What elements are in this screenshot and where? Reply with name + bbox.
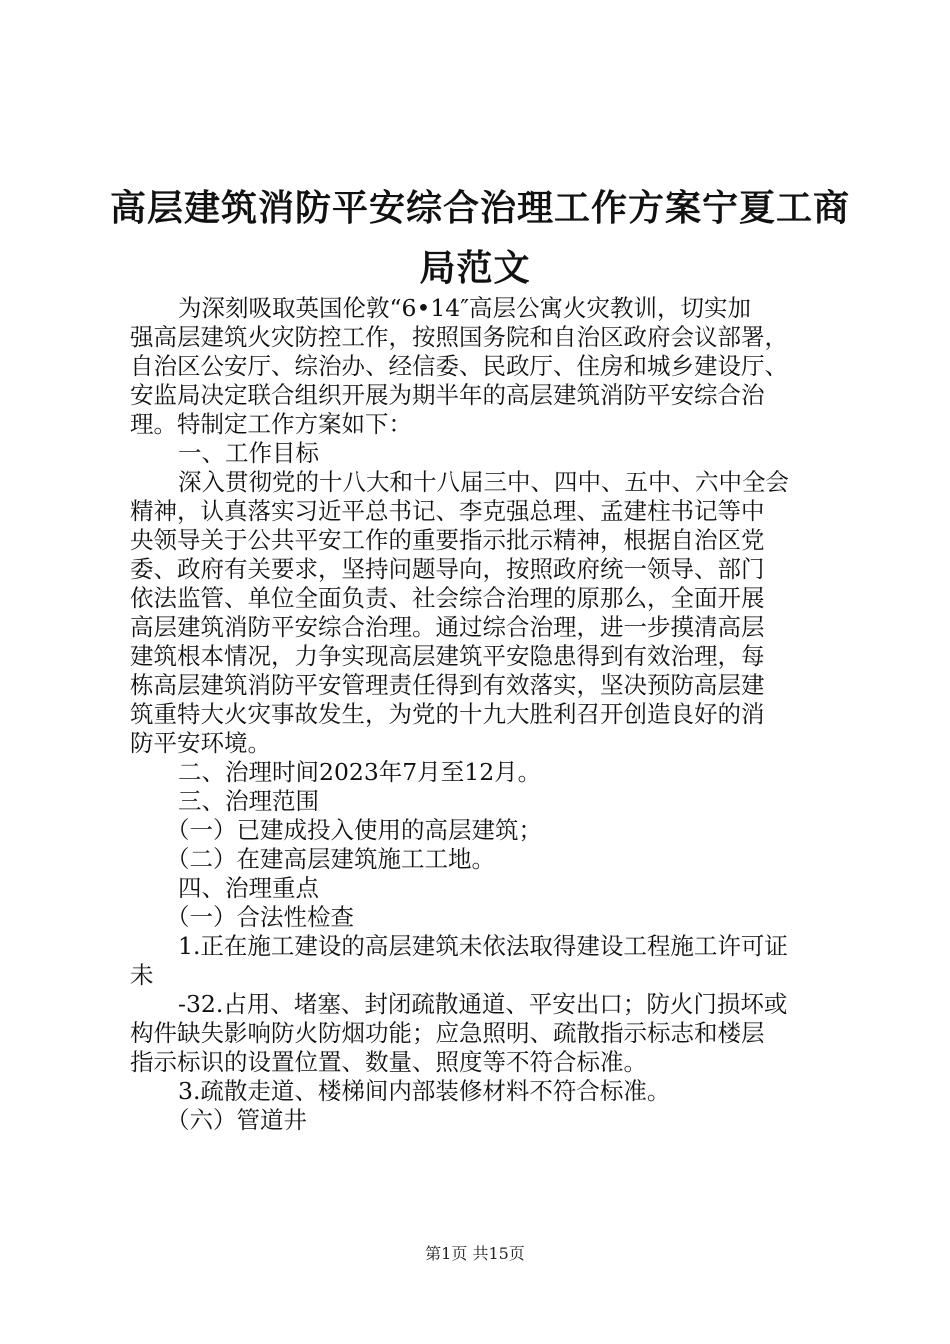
body-line: 栋高层建筑消防平安管理责任得到有效落实，坚决预防高层建 — [130, 671, 765, 699]
body-line: 高层建筑消防平安综合治理。通过综合治理，进一步摸清高层 — [130, 613, 765, 641]
body-line: 自治区公安厅、综治办、经信委、民政厅、住房和城乡建设厅、 — [130, 352, 788, 380]
list-item: 1.正在施工建设的高层建筑未依法取得建设工程施工许可证 — [178, 932, 788, 960]
body-line: 理。特制定工作方案如下： — [130, 410, 412, 438]
document-body — [130, 294, 830, 1135]
document-title-line-2: 局范文 — [419, 247, 531, 289]
body-line: 未 — [130, 961, 154, 989]
body-line: 安监局决定联合组织开展为期半年的高层建筑消防平安综合治 — [130, 381, 765, 409]
subsection-heading: （六）管道井 — [166, 1106, 307, 1134]
list-item: （一）已建成投入使用的高层建筑； — [166, 816, 542, 844]
list-item: （二）在建高层建筑施工工地。 — [166, 845, 495, 873]
body-line: 央领导关于公共平安工作的重要指示批示精神，根据自治区党 — [130, 526, 765, 554]
body-line: 指示标识的设置位置、数量、照度等不符合标准。 — [130, 1048, 647, 1076]
body-line: 防平安环境。 — [130, 729, 271, 757]
list-item: 3.疏散走道、楼梯间内部装修材料不符合标准。 — [178, 1077, 671, 1105]
body-line: 委、政府有关要求，坚持问题导向，按照政府统一领导、部门 — [130, 555, 765, 583]
body-line: 为深刻吸取英国伦敦“6•14″高层公寓火灾教训，切实加 — [178, 294, 752, 322]
body-line: 建筑根本情况，力争实现高层建筑平安隐患得到有效治理，每 — [130, 642, 765, 670]
body-line: 强高层建筑火灾防控工作，按照国务院和自治区政府会议部署， — [130, 323, 788, 351]
body-line: 精神，认真落实习近平总书记、李克强总理、孟建柱书记等中 — [130, 497, 765, 525]
section-heading: 一、工作目标 — [178, 439, 319, 467]
section-heading: 二、治理时间2023年7月至12月。 — [178, 758, 542, 786]
section-heading: 三、治理范围 — [178, 787, 319, 815]
body-line: 构件缺失影响防火防烟功能；应急照明、疏散指示标志和楼层 — [130, 1019, 765, 1047]
body-line: 深入贯彻党的十八大和十八届三中、四中、五中、六中全会 — [178, 468, 789, 496]
body-line: 依法监管、单位全面负责、社会综合治理的原那么，全面开展 — [130, 584, 765, 612]
document-title-line-1: 高层建筑消防平安综合治理工作方案宁夏工商 — [110, 187, 851, 229]
subsection-heading: （一）合法性检查 — [166, 903, 354, 931]
section-heading: 四、治理重点 — [178, 874, 319, 902]
body-line: 筑重特大火灾事故发生，为党的十九大胜利召开创造良好的消 — [130, 700, 765, 728]
page-footer: 第1页 共15页 — [425, 1244, 525, 1263]
list-item: -32.占用、堵塞、封闭疏散通道、平安出口；防火门损坏或 — [178, 990, 788, 1018]
